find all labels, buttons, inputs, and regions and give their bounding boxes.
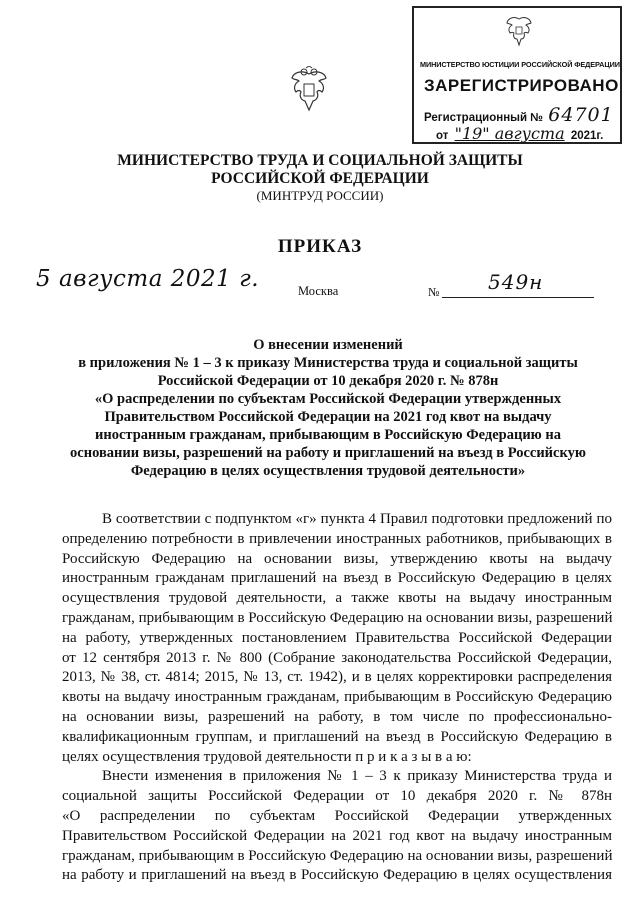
title-line: Правительством Российской Федерации на 2021 год квот на выдачу	[104, 409, 552, 425]
body-line: Правительством Российской Федерации на 2021 год квот на выдачу иностранным	[62, 827, 612, 844]
body-line: осуществления трудовой деятельности, а также квоты на выдачу иностранным	[62, 590, 612, 607]
body-line: на основании визы, разрешений на работу, в том числе по профессионально-	[62, 708, 612, 725]
body-line: квалификационным группам, и приглашений на въезд в Российскую Федерацию в	[62, 728, 612, 745]
title-line: «О распределении по субъектам Российской Федерации утвержденных	[94, 391, 562, 407]
ministry-short-name: (МИНТРУД РОССИИ)	[256, 188, 384, 203]
eagle-seal-icon	[504, 14, 534, 48]
number-underline	[442, 297, 594, 298]
body-line: на работу, утвержденных постановлением Правительства Российской Федерации	[62, 629, 612, 646]
place: Москва	[298, 284, 339, 298]
document-type: ПРИКАЗ	[277, 236, 363, 257]
stamp-date-value: "19" августа	[454, 124, 565, 143]
stamp-registered: ЗАРЕГИСТРИРОВАНО	[424, 76, 619, 95]
stamp-date-prefix: от	[436, 130, 449, 142]
body-line: социальной защиты Российской Федерации от 10 декабря 2020 г. № 878н	[62, 788, 612, 805]
body-line: «О распределении по субъектам Российской Федерации утвержденных	[62, 807, 612, 824]
title-line: Федерацию в целях осуществления трудовой деятельности»	[130, 463, 526, 479]
stamp-registration-date	[436, 124, 603, 143]
title-line: Российской Федерации от 10 декабря 2020 г. № 878н	[157, 373, 499, 389]
ministry-name-line2: РОССИЙСКОЙ ФЕДЕРАЦИИ	[211, 170, 429, 187]
title-line: иностранным гражданам, прибывающим в Российскую Федерацию на	[95, 427, 561, 443]
body-line: на работу и приглашений на въезд в Российскую Федерацию в целях осуществления	[62, 867, 612, 884]
document-body	[62, 510, 612, 886]
body-line: гражданам, прибывающим в Российскую Федерацию на основании визы, разрешений	[62, 609, 613, 626]
body-line: гражданам, прибывающим в Российскую Федерацию на основании визы, разрешений	[62, 847, 613, 864]
body-line: от 12 сентября 2013 г. № 800 (Собрание законодательства Российской Федерации,	[62, 649, 612, 666]
title-line: основании визы, разрешений на работу и приглашений на въезд в Российскую	[70, 445, 586, 461]
ministry-name-line1: МИНИСТЕРСТВО ТРУДА И СОЦИАЛЬНОЙ ЗАЩИТЫ	[117, 152, 523, 169]
stamp-date-year: 2021г.	[570, 130, 604, 142]
stamp-registration-number	[424, 104, 614, 126]
body-line: квоты на выдачу иностранным гражданам, прибывающим в Российскую Федерацию	[62, 689, 612, 706]
title-line: в приложения № 1 – 3 к приказу Министерства труда и социальной защиты	[78, 355, 578, 371]
body-line: Российскую Федерацию на основании визы, утверждению квоты на выдачу	[62, 550, 612, 567]
body-line: целях осуществления трудовой деятельности п р и к а з ы в а ю:	[62, 748, 472, 765]
order-number: 549н	[488, 270, 544, 294]
body-line: иностранным гражданам приглашений на въезд в Российскую Федерацию в целях	[62, 570, 612, 587]
number-label: №	[428, 285, 440, 299]
body-line: В соответствии с подпунктом «г» пункта 4 Правил подготовки предложений по	[102, 511, 612, 527]
body-line: 2013, № 38, ст. 4814; 2015, № 13, ст. 1942), и в целях корректировки распределения	[62, 669, 612, 686]
body-line: определению потребности в привлечении иностранных работников, прибывающих в	[62, 530, 612, 547]
title-line: О внесении изменений	[253, 337, 403, 353]
stamp-ministry: МИНИСТЕРСТВО ЮСТИЦИИ РОССИЙСКОЙ ФЕДЕРАЦИИ	[420, 60, 620, 69]
coat-of-arms-icon	[288, 66, 330, 116]
body-line: Внести изменения в приложения № 1 – 3 к приказу Министерства труда и	[102, 768, 612, 785]
stamp-regnum-label: Регистрационный №	[424, 112, 544, 124]
registration-stamp	[412, 6, 622, 144]
signing-date: 5 августа 2021 г.	[36, 266, 260, 292]
document-title	[58, 336, 598, 480]
stamp-regnum-value: 64701	[548, 104, 614, 126]
